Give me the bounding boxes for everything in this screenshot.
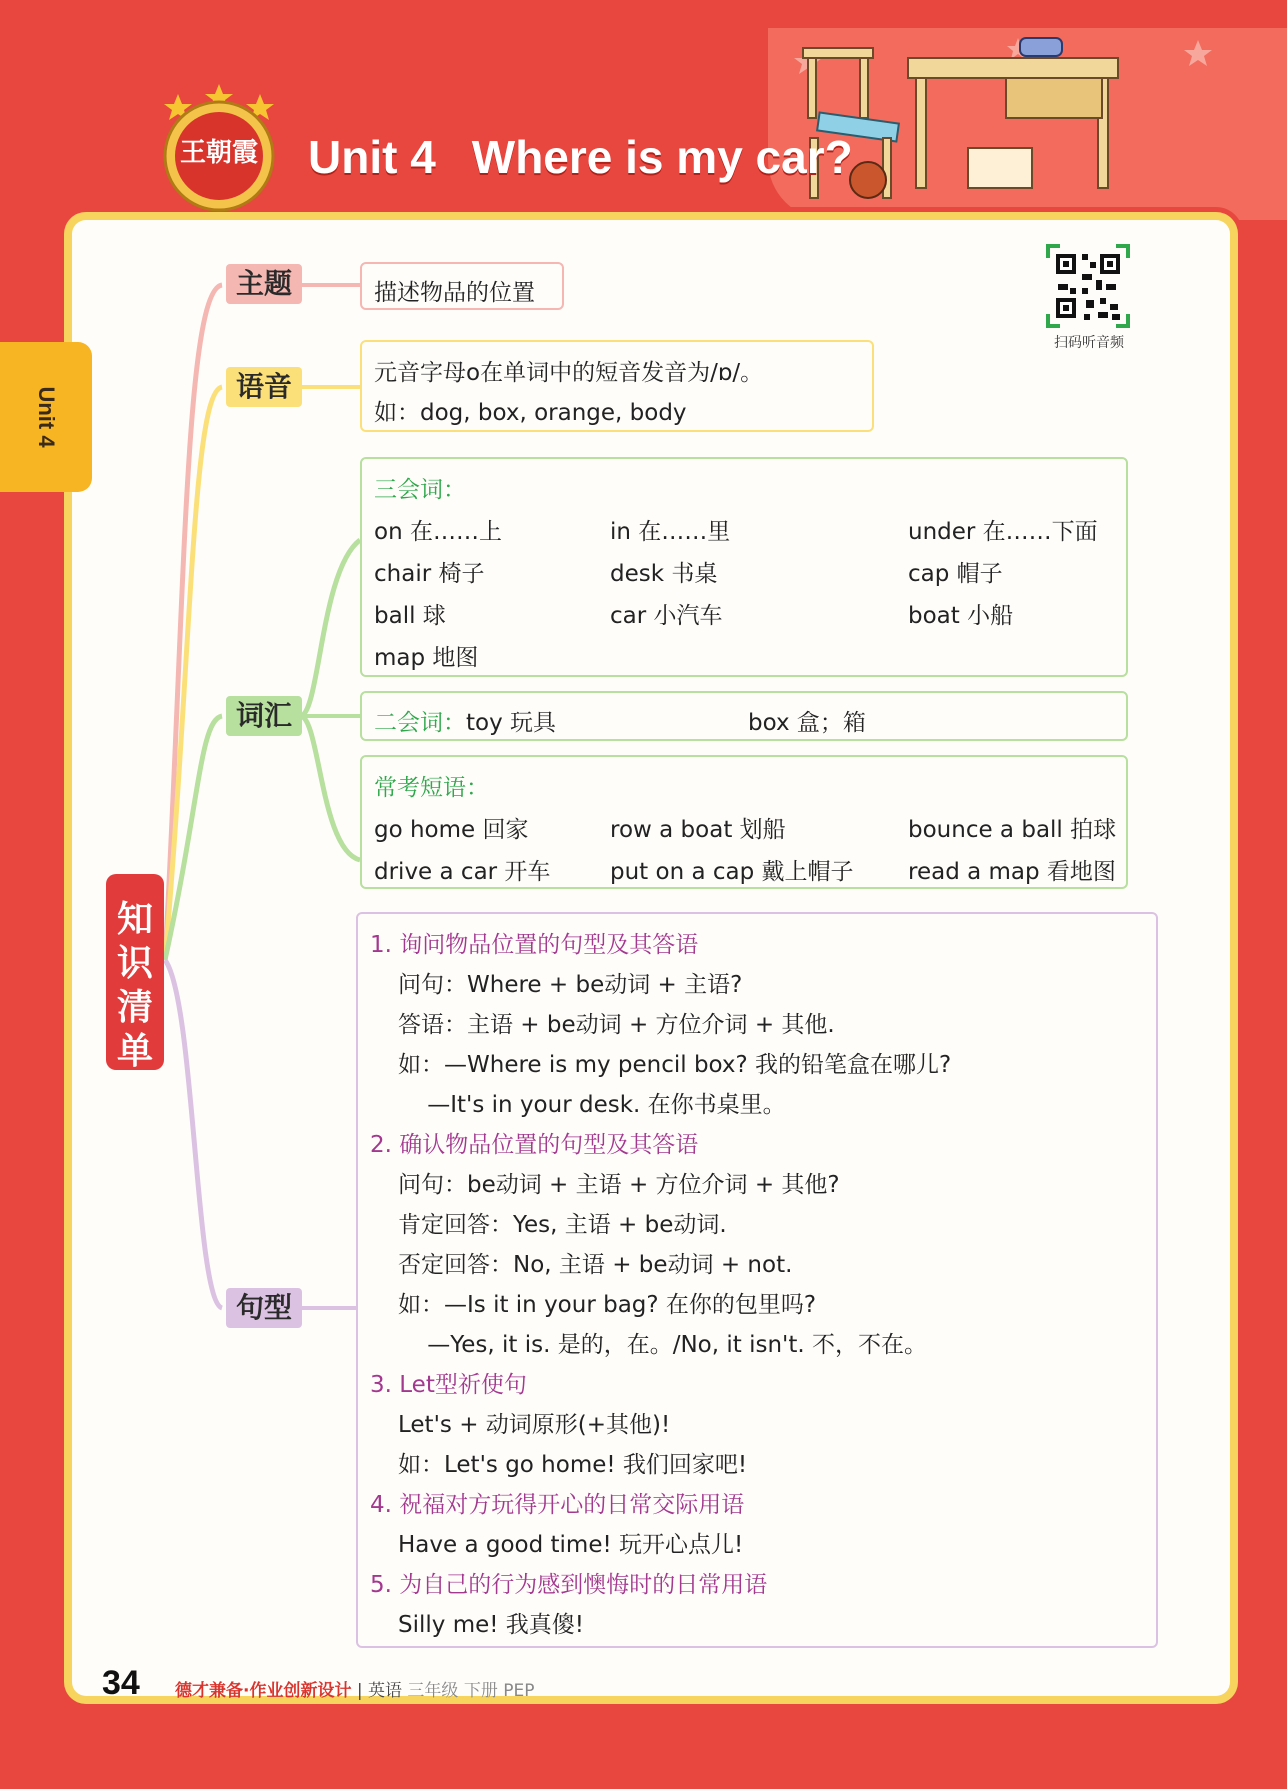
node-vocab: 词汇 [226, 696, 302, 736]
vocab-three-box [360, 457, 1128, 677]
sentence-line: Let's + 动词原形(+其他)! [398, 1412, 671, 1438]
phonics-line2: 如：dog, box, orange, body [374, 400, 687, 426]
sentence-heading: 5. 为自己的行为感到懊悔时的日常用语 [370, 1572, 768, 1598]
mindmap-center: 知识清单 [106, 874, 164, 1070]
vocab-word: chair 椅子 [374, 561, 485, 587]
vocab-word: map 地图 [374, 645, 479, 671]
vocab-phrases-box [360, 755, 1128, 889]
phrase-item: drive a car 开车 [374, 859, 551, 885]
sentence-heading: 1. 询问物品位置的句型及其答语 [370, 932, 699, 958]
node-sentence: 句型 [226, 1288, 302, 1328]
vocab-word: cap 帽子 [908, 561, 1003, 587]
qr-label: 扫码听音频 [1054, 335, 1124, 351]
vocab-word: car 小汽车 [610, 603, 723, 629]
vocab-word: box 盒；箱 [748, 710, 866, 736]
sentence-line: 答语：主语 + be动词 + 方位介词 + 其他. [398, 1012, 835, 1038]
theme-box [360, 262, 564, 310]
sentence-line: Silly me! 我真傻! [398, 1612, 584, 1638]
phonics-line1: 元音字母o在单词中的短音发音为/ɒ/。 [374, 360, 764, 386]
vocab-word: on 在……上 [374, 519, 502, 545]
vocab-word: in 在……里 [610, 519, 731, 545]
vocab-two-row [374, 704, 556, 737]
vocab-word: toy 玩具 [466, 710, 557, 736]
phonics-box [360, 340, 874, 432]
side-unit-label: Unit 4 [34, 386, 59, 448]
node-theme: 主题 [226, 264, 302, 304]
vocab-phrases-title: 常考短语： [374, 775, 489, 801]
vocab-three-title: 三会词： [374, 477, 466, 503]
unit-title: Where is my car? [471, 131, 853, 183]
footer-info [175, 1676, 534, 1701]
vocab-two-box [360, 691, 1128, 741]
sentence-line: 问句：be动词 + 主语 + 方位介词 + 其他? [398, 1172, 840, 1198]
phrase-item: read a map 看地图 [908, 859, 1116, 885]
footer-brand: 德才兼备·作业创新设计 [175, 1681, 352, 1701]
phrase-item: row a boat 划船 [610, 817, 786, 843]
sentence-line: 如：Let's go home! 我们回家吧! [398, 1452, 748, 1478]
sentence-heading: 4. 祝福对方玩得开心的日常交际用语 [370, 1492, 745, 1518]
phrase-item: go home 回家 [374, 817, 529, 843]
footer-grade: 三年级 下册 PEP [407, 1681, 535, 1701]
branch-sentence [165, 960, 222, 1308]
sentence-line: 如：—Where is my pencil box? 我的铅笔盒在哪儿? [398, 1052, 952, 1078]
sentence-line: 如：—Is it in your bag? 在你的包里吗? [398, 1292, 817, 1318]
footer-subject: | 英语 [356, 1681, 403, 1701]
branch-phonics [165, 387, 222, 960]
sentence-line: 问句：Where + be动词 + 主语? [398, 972, 743, 998]
sentence-line: 肯定回答：Yes, 主语 + be动词. [398, 1212, 727, 1238]
theme-text: 描述物品的位置 [374, 280, 535, 306]
vocab-two-title: 二会词： [374, 710, 466, 736]
phrase-item: bounce a ball 拍球 [908, 817, 1117, 843]
vocab-word: under 在……下面 [908, 519, 1098, 545]
sentence-line: 否定回答：No, 主语 + be动词 + not. [398, 1252, 793, 1278]
logo-name: 王朝霞 [179, 138, 258, 168]
sentence-line: —It's in your desk. 在你书桌里。 [398, 1092, 786, 1118]
sentence-line: —Yes, it is. 是的，在。/No, it isn't. 不，不在。 [398, 1332, 927, 1358]
vocab-word: boat 小船 [908, 603, 1014, 629]
vocab-word: desk 书桌 [610, 561, 718, 587]
sentence-heading: 2. 确认物品位置的句型及其答语 [370, 1132, 699, 1158]
unit-label: Unit 4 [308, 131, 436, 183]
phrase-item: put on a cap 戴上帽子 [610, 859, 854, 885]
node-phonics: 语音 [226, 367, 302, 407]
sentence-heading: 3. Let型祈使句 [370, 1372, 527, 1398]
vocab-word: ball 球 [374, 603, 446, 629]
page-number: 34 [102, 1664, 140, 1702]
sentence-box [356, 912, 1158, 1648]
sentence-line: Have a good time! 玩开心点儿! [398, 1532, 744, 1558]
